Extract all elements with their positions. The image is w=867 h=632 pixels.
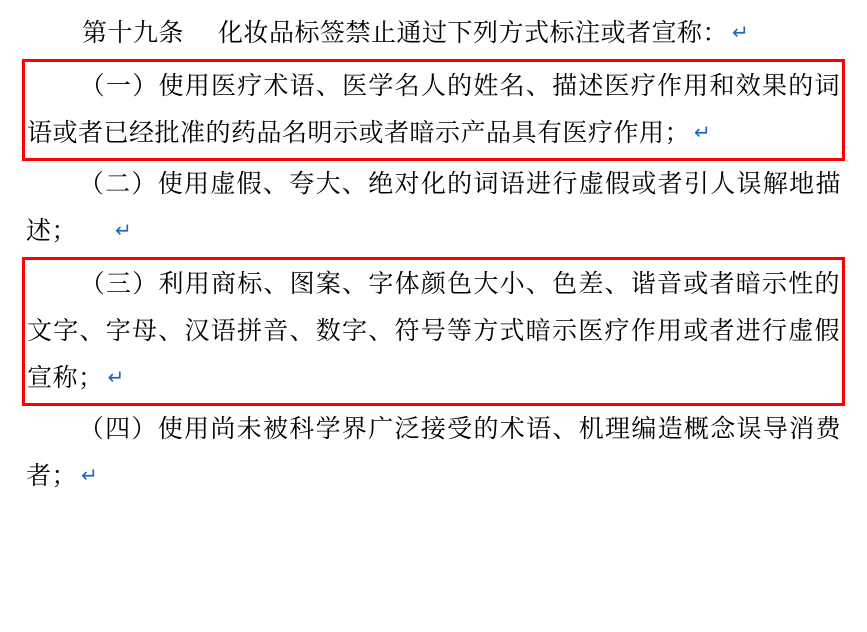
item-marker: （一）: [79, 72, 159, 100]
paragraph-mark-icon: ↵: [732, 22, 750, 44]
item-marker: （四）: [78, 415, 158, 443]
list-item-1: [22, 59, 845, 161]
paragraph-mark-icon: ↵: [81, 465, 99, 487]
list-item-4: [22, 406, 845, 500]
article-heading: [22, 10, 845, 57]
item-text: 使用尚未被科学界广泛接受的术语、机理编造概念误导消费者；: [26, 415, 841, 490]
item-text: 使用医疗术语、医学名人的姓名、描述医疗作用和效果的词语或者已经批准的药品名明示或者暗示产品具有医疗作用；: [27, 72, 840, 147]
article-heading-text: 化妆品标签禁止通过下列方式标注或者宣称：: [218, 19, 729, 47]
list-item-3: [22, 257, 845, 406]
item-text: 利用商标、图案、字体颜色大小、色差、谐音或者暗示性的文字、字母、汉语拼音、数字、符号等方式暗示医疗作用或者进行虚假宣称；: [27, 270, 840, 392]
item-marker: （二）: [78, 170, 158, 198]
list-item-2: [22, 161, 845, 255]
item-marker: （三）: [79, 270, 159, 298]
paragraph-mark-icon: ↵: [115, 220, 133, 242]
article-label: 第十九条: [82, 19, 185, 47]
item-text: 使用虚假、夸大、绝对化的词语进行虚假或者引人误解地描述；: [26, 170, 841, 245]
paragraph-mark-icon: ↵: [107, 367, 125, 389]
paragraph-mark-icon: ↵: [694, 122, 712, 144]
